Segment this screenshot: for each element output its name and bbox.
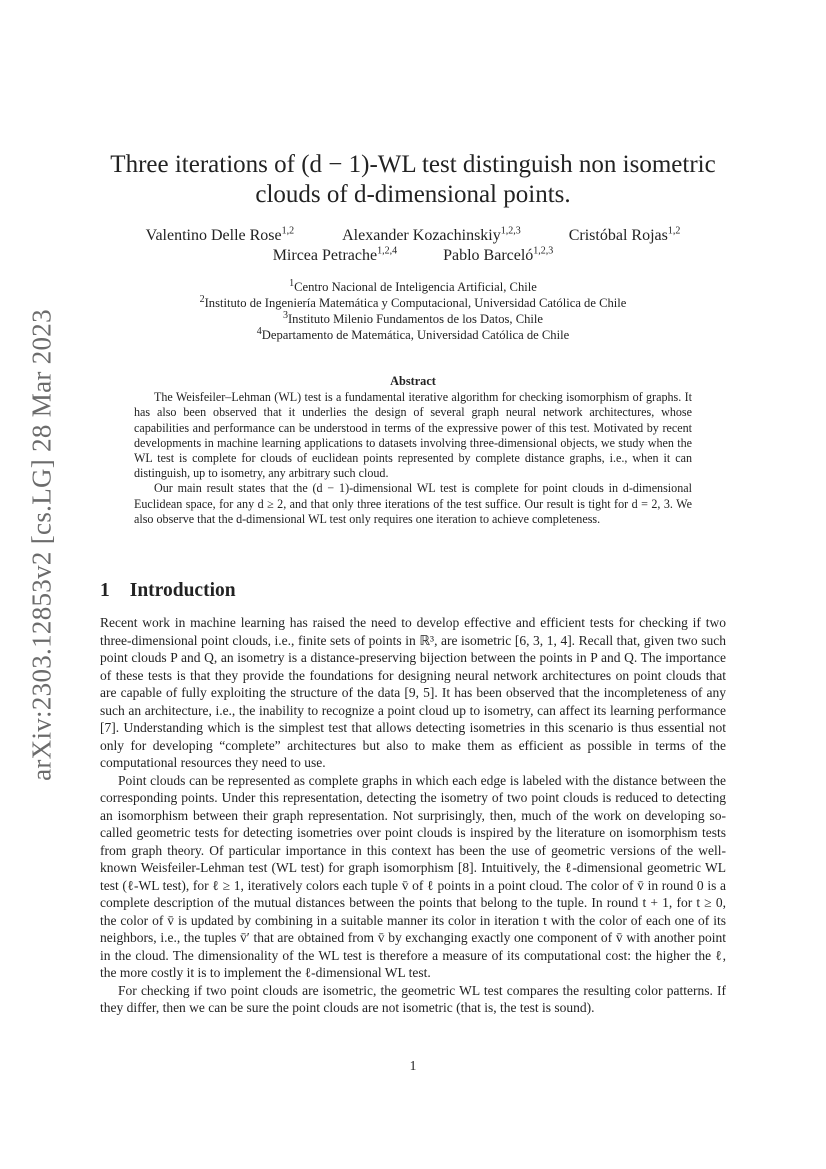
abstract-heading: Abstract: [390, 374, 436, 388]
page-number: 1: [409, 1058, 417, 1073]
affiliation: $^3$Instituto Milenio Fundamentos de los Datos, Chile: [282, 309, 543, 326]
author: Pablo Barceló$^{1,2,3}$: [443, 245, 554, 264]
author: Cristóbal Rojas$^{1,2}$: [568, 225, 681, 244]
abstract-paragraph-2: Our main result states that the (d − 1)-dimensional WL test is complete for point clouds in d-dimensional Euclidean space, for any d ≥ 2, and that only three iterations of the test suffice. Our result is tight for d = 2, 3. We also observe that the d-dimensional WL test only requires one iteration to achieve completeness.: [134, 481, 692, 526]
paper-title: [100, 150, 726, 210]
author-row-2: [100, 246, 726, 266]
title-line-1: Three iterations of (d − 1)-WL test distinguish non isometric: [110, 151, 716, 178]
affiliation: $^4$Departamento de Matemática, Universidad Católica de Chile: [256, 325, 570, 342]
body-paragraph-1: Recent work in machine learning has raised the need to develop effective and efficient tests for checking if two three-dimensional point clouds, i.e., finite sets of points in ℝ³, are isometric [6, 3, 1, 4]. Recall that, given two such point clouds P and Q, an isometry is a distance-preserving bijection between the points in P and Q. The importance of these tests is that they provide the foundations for designing neural network architectures on point clouds that are capable of fully exploiting the structure of the data [9, 5]. It has been observed that the incompleteness of any such an architecture, i.e., the inability to recognize a point cloud up to isometry, can affect its learning performance [7]. Understanding which is the simplest test that allows detecting isometries in this scenario is thus essential not only for developing “complete” architectures but also to make them as efficient as possible in terms of the computational resources they need to use.: [100, 615, 726, 770]
affiliation-list: [100, 279, 726, 343]
affiliation: $^1$Centro Nacional de Inteligencia Artificial, Chile: [289, 277, 537, 294]
arxiv-identifier[interactable]: arXiv:2303.12853v2 [cs.LG] 28 Mar 2023: [26, 309, 57, 781]
body-paragraph-2: Point clouds can be represented as complete graphs in which each edge is labeled with the distance between the corresponding points. Under this representation, detecting the isometry of two point clouds is reduced to detecting an isomorphism between their graph representation. Not surprisingly, then, much of the work on developing so-called geometric tests for detecting isometries over point clouds is inspired by the literature on isomorphism tests from graph theory. Of particular importance in this context has been the use of geometric versions of the well-known Weisfeiler-Lehman test (WL test) for graph isomorphism [8]. Intuitively, the ℓ-dimensional geometric WL test (ℓ-WL test), for ℓ ≥ 1, iteratively colors each tuple v̄ of ℓ points in a point cloud. The color of v̄ in round 0 is a complete description of the mutual distances between the points that belong to the tuple. In round t + 1, for t ≥ 0, the color of v̄ is updated by combining in a suitable manner its color in iteration t with the color of each one of its neighbors, i.e., the tuples v̄′ that are obtained from v̄ by exchanging exactly one component of v̄ with another point in the cloud. The dimensionality of the WL test is therefore a measure of its computational cost: the higher the ℓ, the more costly it is to implement the ℓ-dimensional WL test.: [100, 772, 726, 980]
author: Mircea Petrache$^{1,2,4}$: [272, 245, 398, 264]
introduction-body: [100, 614, 726, 1017]
section-title: Introduction: [129, 580, 236, 601]
section-heading-introduction: [100, 580, 236, 602]
title-line-2: clouds of d-dimensional points.: [255, 181, 571, 208]
abstract: [134, 374, 692, 527]
section-number: 1: [100, 580, 110, 601]
affiliation: $^2$Instituto de Ingeniería Matemática y Computacional, Universidad Católica de Chile: [199, 293, 627, 310]
abstract-paragraph-1: The Weisfeiler–Lehman (WL) test is a fundamental iterative algorithm for checking isomorphism of graphs. It has also been observed that it underlies the design of several graph neural network architectures, whose capabilities and performance can be understood in terms of the expressive power of this test. Motivated by recent developments in machine learning applications to datasets involving three-dimensional objects, we study when the WL test is complete for clouds of euclidean points represented by complete distance graphs, i.e., when it can distinguish, up to isometry, any arbitrary such cloud.: [134, 390, 692, 481]
author: Alexander Kozachinskiy$^{1,2,3}$: [342, 225, 521, 244]
author-row-1: [100, 226, 726, 246]
author: Valentino Delle Rose$^{1,2}$: [145, 225, 295, 244]
body-paragraph-3: For checking if two point clouds are isometric, the geometric WL test compares the resulting color patterns. If they differ, then we can be sure the point clouds are not isometric (that is, the test is sound).: [100, 982, 726, 1015]
author-list: [100, 226, 726, 266]
